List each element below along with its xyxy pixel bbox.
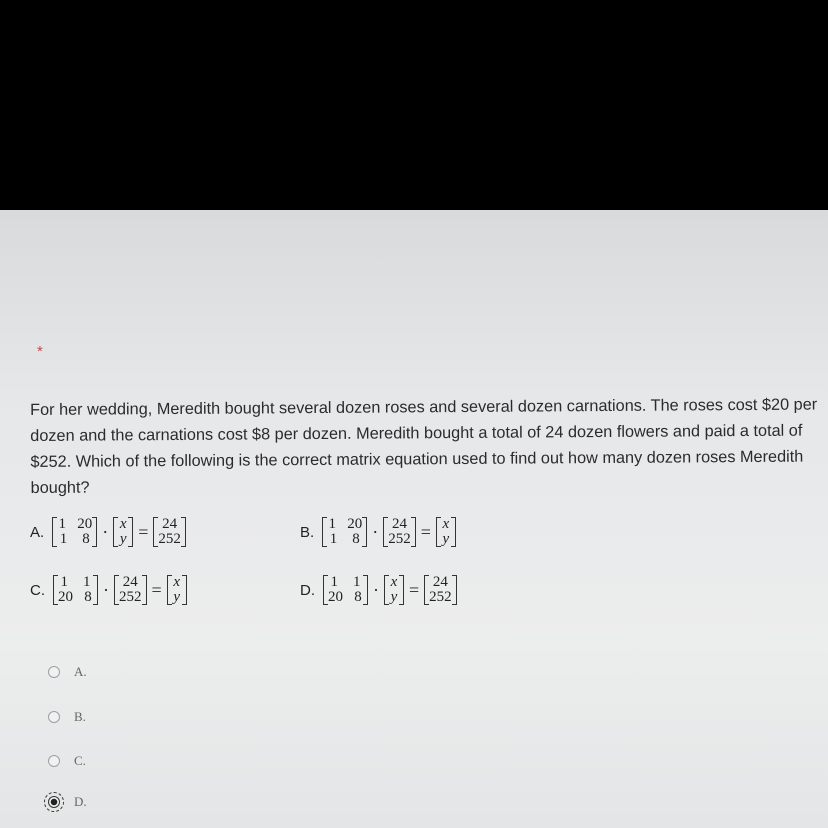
option-letter: B.: [300, 523, 315, 541]
constant-matrix: 24 252: [424, 575, 457, 605]
option-d-equation: [300, 575, 459, 605]
equals-sign: =: [151, 579, 162, 600]
required-mark: *: [37, 343, 43, 360]
radio-button[interactable]: [48, 755, 60, 767]
equals-sign: =: [420, 521, 431, 542]
radio-button[interactable]: [48, 666, 60, 678]
constant-matrix: 24 252: [114, 575, 147, 605]
option-letter: D.: [300, 581, 315, 599]
equals-sign: =: [409, 579, 420, 600]
dot-operator: ·: [102, 521, 109, 542]
variable-matrix: x y: [384, 575, 404, 605]
dot-operator: ·: [103, 579, 109, 600]
coefficient-matrix: 1 1 20 8: [53, 575, 98, 605]
dot-operator: ·: [373, 579, 379, 600]
coefficient-matrix: 1 20 1 8: [322, 517, 367, 547]
variable-matrix: x y: [113, 517, 133, 547]
radio-button[interactable]: [48, 711, 60, 723]
option-c-equation: [30, 575, 189, 605]
variable-matrix: x y: [167, 575, 187, 605]
choice-a[interactable]: [48, 664, 87, 680]
option-a-equation: [30, 517, 188, 547]
choice-b[interactable]: [48, 709, 86, 725]
choice-label: B.: [74, 709, 86, 724]
variable-matrix: x y: [436, 517, 456, 547]
coefficient-matrix: 1 20 1 8: [52, 517, 97, 547]
screen: [0, 210, 828, 828]
option-letter: A.: [30, 523, 45, 541]
radio-button-selected[interactable]: [48, 796, 60, 808]
dot-operator: ·: [372, 521, 379, 542]
option-letter: C.: [30, 581, 45, 599]
choice-d[interactable]: [48, 794, 87, 810]
constant-matrix: 24 252: [153, 517, 186, 547]
coefficient-matrix: 1 1 20 8: [323, 575, 368, 605]
choice-label: C.: [74, 753, 86, 768]
option-b-equation: [300, 517, 458, 547]
choice-c[interactable]: [48, 753, 86, 769]
choice-label: A.: [74, 664, 87, 679]
constant-matrix: 24 252: [383, 517, 416, 547]
choice-label: D.: [74, 794, 87, 809]
equals-sign: =: [138, 521, 149, 542]
question-text: For her wedding, Meredith bought several dozen roses and several dozen carnations. The roses cost $20 per dozen and the carnations cost $8 per dozen. Meredith bought a total of 24 dozen flowers and paid a total of $252. Which of the following is the correct matrix equation used to find out how many dozen roses Meredith bought?: [30, 395, 818, 497]
